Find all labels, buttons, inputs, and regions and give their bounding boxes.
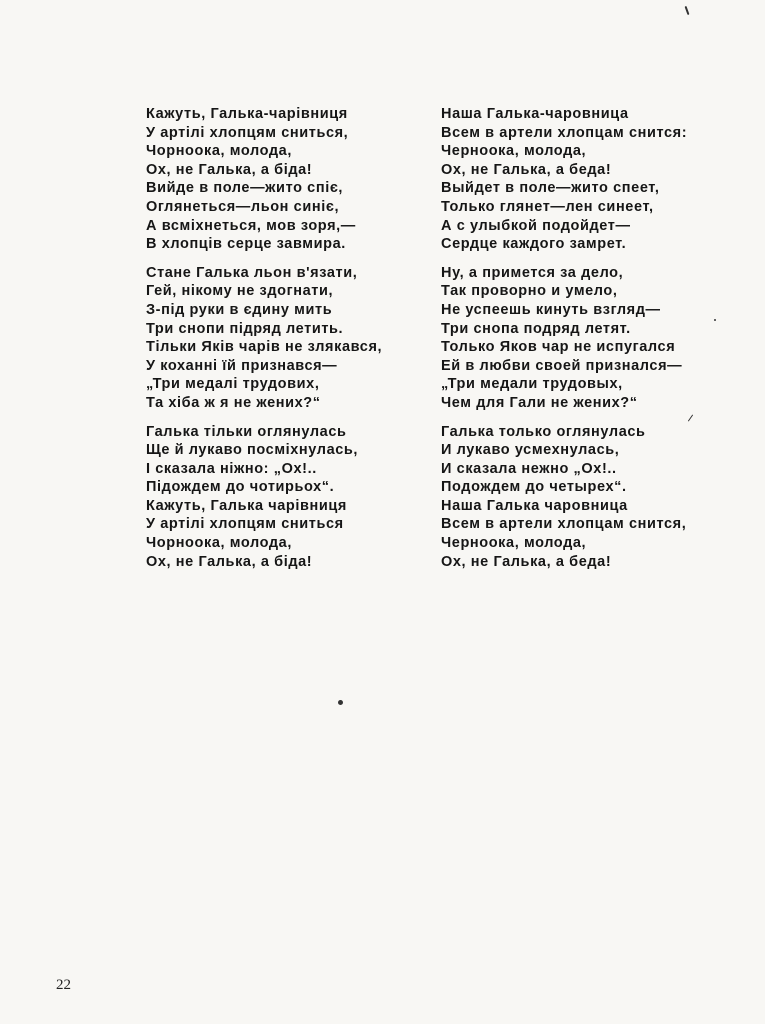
lyric-line: Наша Галька-чаровница [441, 106, 629, 122]
lyric-line: Ще й лукаво посміхнулась, [146, 442, 359, 459]
lyric-line: Чем для Гали не жених?“ [441, 394, 638, 411]
russian-stanza-3 [441, 423, 687, 572]
lyric-line: Всем в артели хлопцам снится, [441, 516, 687, 533]
russian-lyrics-column [441, 105, 687, 571]
ukrainian-lyrics-column [146, 105, 382, 571]
lyric-line: Та хіба ж я не жених?“ [146, 394, 321, 411]
lyric-line: І сказала ніжно: „Ох!.. [146, 460, 317, 477]
ukrainian-stanza-3 [146, 423, 382, 572]
lyric-line: Выйдет в поле—жито спеет, [441, 180, 660, 197]
lyric-line: Всем в артели хлопцам снится: [441, 124, 688, 141]
lyric-line: Ох, не Галька, а біда! [146, 161, 313, 178]
lyric-line: Ох, не Галька, а беда! [441, 553, 612, 570]
lyric-line: Черноока, молода, [441, 535, 587, 552]
lyric-line: Стане Галька льон в'язати, [146, 264, 358, 281]
lyric-line: У коханні їй признався— [146, 357, 338, 374]
lyric-line: Вийде в поле—жито спіє, [146, 180, 344, 197]
lyric-line: „Три медалі трудових, [146, 376, 320, 393]
lyric-line: Чорноока, молода, [146, 143, 292, 160]
page-number: 22 [56, 977, 71, 993]
lyric-line: А всміхнеться, мов зоря,— [146, 217, 356, 234]
lyric-line: Чорноока, молода, [146, 535, 292, 552]
lyric-line: Черноока, молода, [441, 143, 587, 160]
lyric-line: Так проворно и умело, [441, 283, 618, 300]
lyric-line: У артілі хлопцям сниться, [146, 124, 349, 141]
lyric-line: Ох, не Галька, а беда! [441, 161, 612, 178]
lyric-line: А с улыбкой подойдет— [441, 217, 631, 234]
ukrainian-stanza-2 [146, 264, 382, 413]
paper-speck [688, 414, 693, 421]
lyric-line: Гей, нікому не здогнати, [146, 283, 334, 300]
lyric-line: И сказала нежно „Ох!.. [441, 460, 617, 477]
lyric-line: В хлопців серце завмира. [146, 236, 346, 253]
lyric-line: Кажуть, Галька чарівниця [146, 497, 347, 514]
russian-stanza-1 [441, 105, 687, 254]
ukrainian-stanza-1 [146, 105, 382, 254]
lyric-line: Ну, а примется за дело, [441, 264, 624, 281]
lyric-line: Наша Галька чаровница [441, 497, 628, 514]
lyric-line: Підождем до чотирьох“. [146, 479, 335, 496]
lyric-line: Три снопи підряд летить. [146, 320, 344, 337]
paper-speck [338, 700, 343, 705]
paper-speck [714, 319, 716, 321]
lyric-line: Ох, не Галька, а біда! [146, 553, 313, 570]
lyric-line: И лукаво усмехнулась, [441, 442, 620, 459]
russian-stanza-2 [441, 264, 687, 413]
lyric-line: Подождем до четырех“. [441, 479, 627, 496]
lyric-line: Оглянеться—льон синіє, [146, 198, 340, 215]
lyric-line: „Три медали трудовых, [441, 376, 623, 393]
lyric-line: Только Яков чар не испугался [441, 339, 676, 356]
lyric-line: Только глянет—лен синеет, [441, 198, 654, 215]
lyric-line: Ей в любви своей признался— [441, 357, 683, 374]
lyric-line: Сердце каждого замрет. [441, 236, 627, 253]
lyric-line: У артілі хлопцям сниться [146, 516, 344, 533]
lyric-line: Кажуть, Галька-чарівниця [146, 106, 348, 122]
lyric-line: Три снопа подряд летят. [441, 320, 631, 337]
lyric-line: Галька тільки оглянулась [146, 423, 347, 440]
lyric-line: Галька только оглянулась [441, 423, 646, 440]
lyric-line: Тільки Яків чарів не злякався, [146, 339, 383, 356]
paper-speck [685, 6, 690, 15]
lyric-line: З-під руки в єдину мить [146, 301, 333, 318]
lyric-line: Не успеешь кинуть взгляд— [441, 301, 661, 318]
